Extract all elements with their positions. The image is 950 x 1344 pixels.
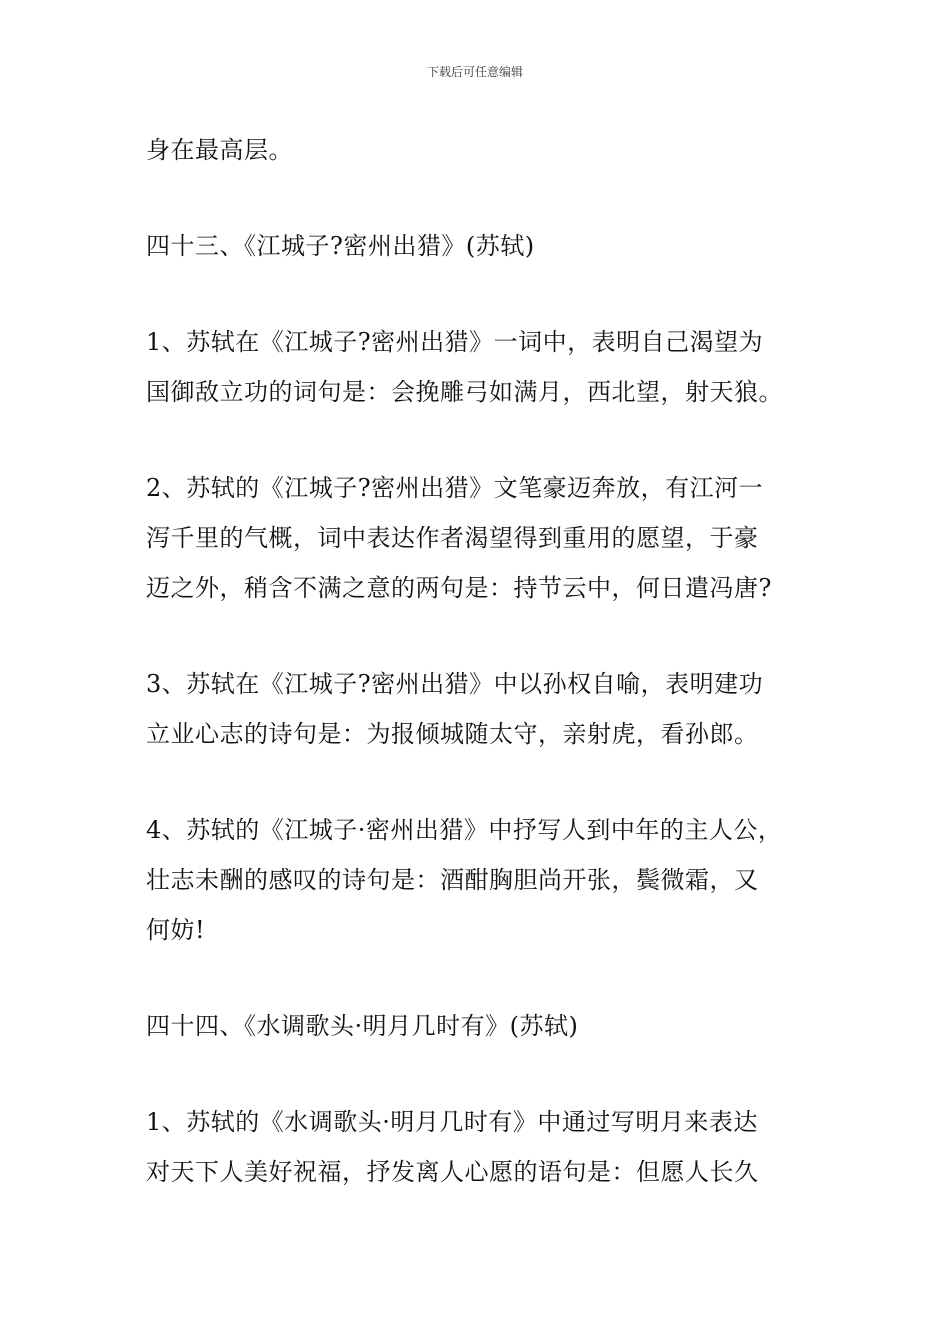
paragraph-44-1: [146, 1097, 816, 1197]
paragraph-43-4: [146, 805, 816, 955]
text-line: 何妨!: [146, 916, 206, 944]
section-heading-43: [146, 221, 816, 271]
text-line: 对天下人美好祝福，抒发离人心愿的语句是：但愿人长久: [146, 1158, 759, 1186]
section-heading-44: [146, 1001, 816, 1051]
text-line: 泻千里的气概，词中表达作者渴望得到重用的愿望，于豪: [146, 524, 759, 552]
text-line: 1、苏轼在《江城子?密州出猎》一词中，表明自己渴望为: [146, 328, 764, 356]
document-body: [146, 125, 816, 1243]
paragraph-43-2: [146, 463, 816, 613]
page-header: 下载后可任意编辑: [426, 65, 523, 79]
text-line: 四十三、《江城子?密州出猎》(苏轼): [146, 232, 535, 260]
paragraph-continuation: [146, 125, 816, 175]
text-line: 4、苏轼的《江城子·密州出猎》中抒写人到中年的主人公，: [146, 816, 783, 844]
text-line: 壮志未酬的感叹的诗句是：酒酣胸胆尚开张，鬓微霜，又: [146, 866, 759, 894]
paragraph-43-1: [146, 317, 816, 417]
text-line: 四十四、《水调歌头·明月几时有》(苏轼): [146, 1012, 579, 1040]
text-line: 2、苏轼的《江城子?密州出猎》文笔豪迈奔放，有江河一: [146, 474, 764, 502]
text-line: 1、苏轼的《水调歌头·明月几时有》中通过写明月来表达: [146, 1108, 758, 1136]
text-line: 立业心志的诗句是：为报倾城随太守，亲射虎，看孙郎。: [146, 720, 759, 748]
text-line: 迈之外，稍含不满之意的两句是：持节云中，何日遣冯唐?: [146, 574, 772, 602]
paragraph-43-3: [146, 659, 816, 759]
text-line: 3、苏轼在《江城子?密州出猎》中以孙权自喻，表明建功: [146, 670, 764, 698]
text-line: 身在最高层。: [146, 136, 293, 164]
text-line: 国御敌立功的词句是：会挽雕弓如满月，西北望，射天狼。: [146, 378, 783, 406]
